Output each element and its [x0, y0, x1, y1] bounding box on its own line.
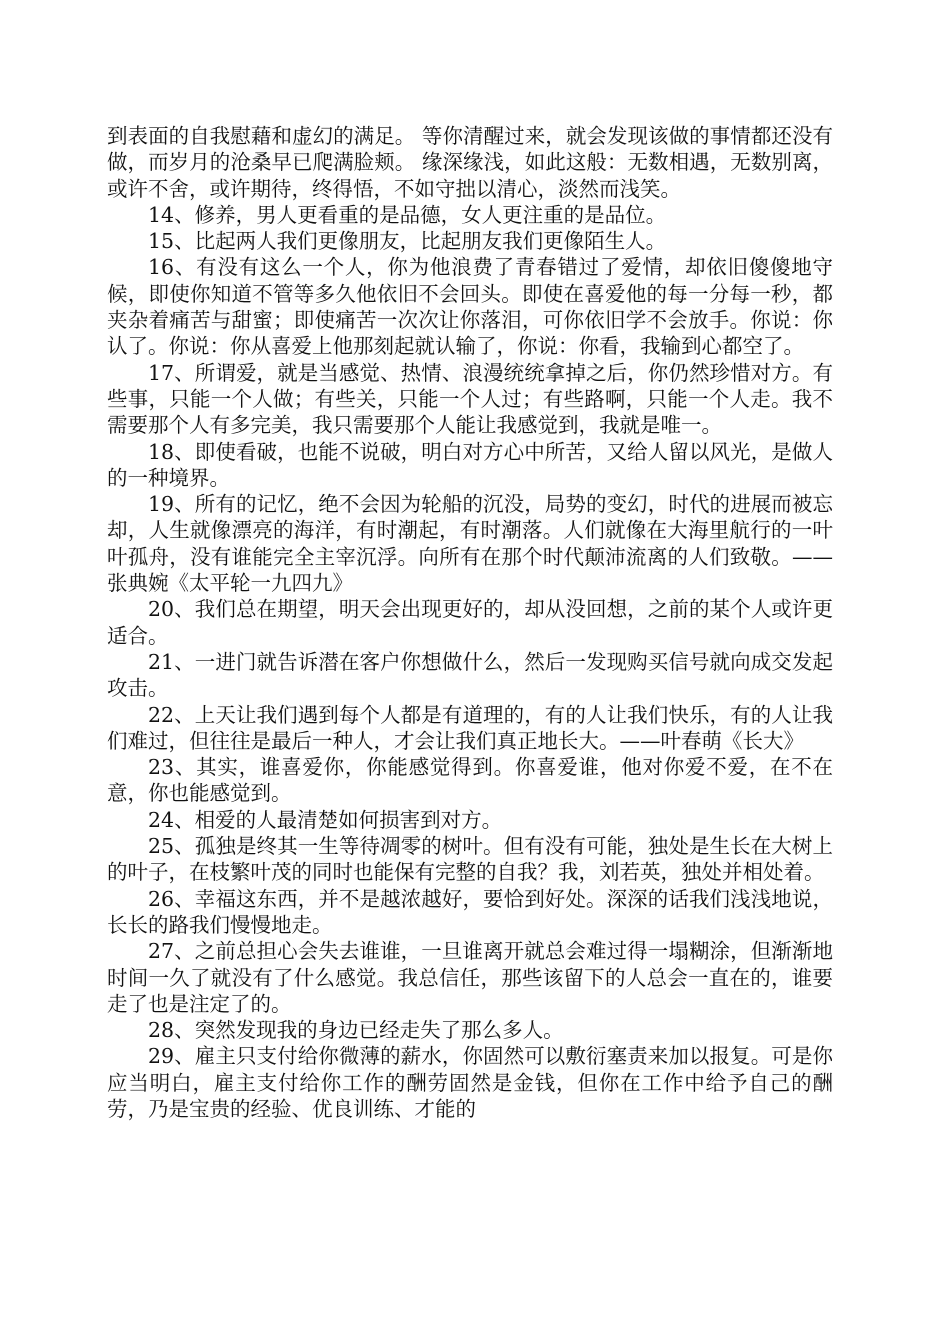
paragraph-continuation: 到表面的自我慰藉和虚幻的满足。 等你清醒过来，就会发现该做的事情都还没有做，而岁月的沧桑早已爬满脸颊。 缘深缘浅，如此这般：无数相遇，无数别离，或许不舍，或许期待，终得悟，不如守拙以清心，淡然而浅笑。	[107, 124, 833, 201]
paragraph-28: 28、突然发现我的身边已经走失了那么多人。	[148, 1018, 564, 1043]
paragraph-19: 19、所有的记忆，绝不会因为轮船的沉没，局势的变幻，时代的进展而被忘却，人生就像漂亮的海洋，有时潮起，有时潮落。人们就像在大海里航行的一叶叶孤舟，没有谁能完全主宰沉浮。向所有在那个时代颠沛流离的人们致敬。——张典婉《太平轮一九四九》	[107, 492, 833, 596]
paragraph-26: 26、幸福这东西，并不是越浓越好，要恰到好处。深深的话我们浅浅地说，长长的路我们慢慢地走。	[107, 886, 833, 937]
paragraph-24: 24、相爱的人最清楚如何损害到对方。	[148, 807, 503, 832]
paragraph-21: 21、一进门就告诉潜在客户你想做什么，然后一发现购买信号就向成交发起攻击。	[107, 649, 833, 701]
paragraph-22: 22、上天让我们遇到每个人都是有道理的，有的人让我们快乐，有的人让我们难过，但往往是最后一种人，才会让我们真正地长大。——叶春萌《长大》	[107, 702, 833, 753]
paragraph-18: 18、即使看破，也能不说破，明白对方心中所苦，又给人留以风光，是做人的一种境界。	[107, 439, 833, 490]
paragraph-20: 20、我们总在期望，明天会出现更好的，却从没回想，之前的某个人或许更适合。	[107, 597, 833, 648]
paragraph-14: 14、修养，男人更看重的是品德，女人更注重的是品位。	[148, 202, 667, 227]
document-page	[107, 123, 833, 1122]
paragraph-29: 29、雇主只支付给你微薄的薪水，你固然可以敷衍塞责来加以报复。可是你应当明白，雇主支付给你工作的酬劳固然是金钱，但你在工作中给予自己的酬劳，乃是宝贵的经验、优良训练、才能的	[107, 1044, 833, 1121]
paragraph-25: 25、孤独是终其一生等待凋零的树叶。但有没有可能，独处是生长在大树上的叶子，在枝繁叶茂的同时也能保有完整的自我？我，刘若英，独处并相处着。	[107, 834, 833, 885]
paragraph-17: 17、所谓爱，就是当感觉、热情、浪漫统统拿掉之后，你仍然珍惜对方。有些事，只能一个人做；有些关，只能一个人过；有些路啊，只能一个人走。我不需要那个人有多完美，我只需要那个人能让我感觉到，我就是唯一。	[107, 360, 833, 438]
paragraph-27: 27、之前总担心会失去谁谁，一旦谁离开就总会难过得一塌糊涂，但渐渐地时间一久了就没有了什么感觉。我总信任，那些该留下的人总会一直在的，谁要走了也是注定了的。	[107, 939, 833, 1016]
paragraph-15: 15、比起两人我们更像朋友，比起朋友我们更像陌生人。	[148, 229, 667, 254]
paragraph-23: 23、其实，谁喜爱你，你能感觉得到。你喜爱谁，他对你爱不爱，在不在意，你也能感觉到。	[107, 755, 833, 806]
paragraph-16: 16、有没有这么一个人，你为他浪费了青春错过了爱情，却依旧傻傻地守候，即使你知道不管等多久他依旧不会回头。即使在喜爱他的每一分每一秒，都夹杂着痛苦与甜蜜；即使痛苦一次次让你落泪，可你依旧学不会放手。你说：你认了。你说：你从喜爱上他那刻起就认输了，你说：你看，我输到心都空了。	[107, 255, 833, 359]
